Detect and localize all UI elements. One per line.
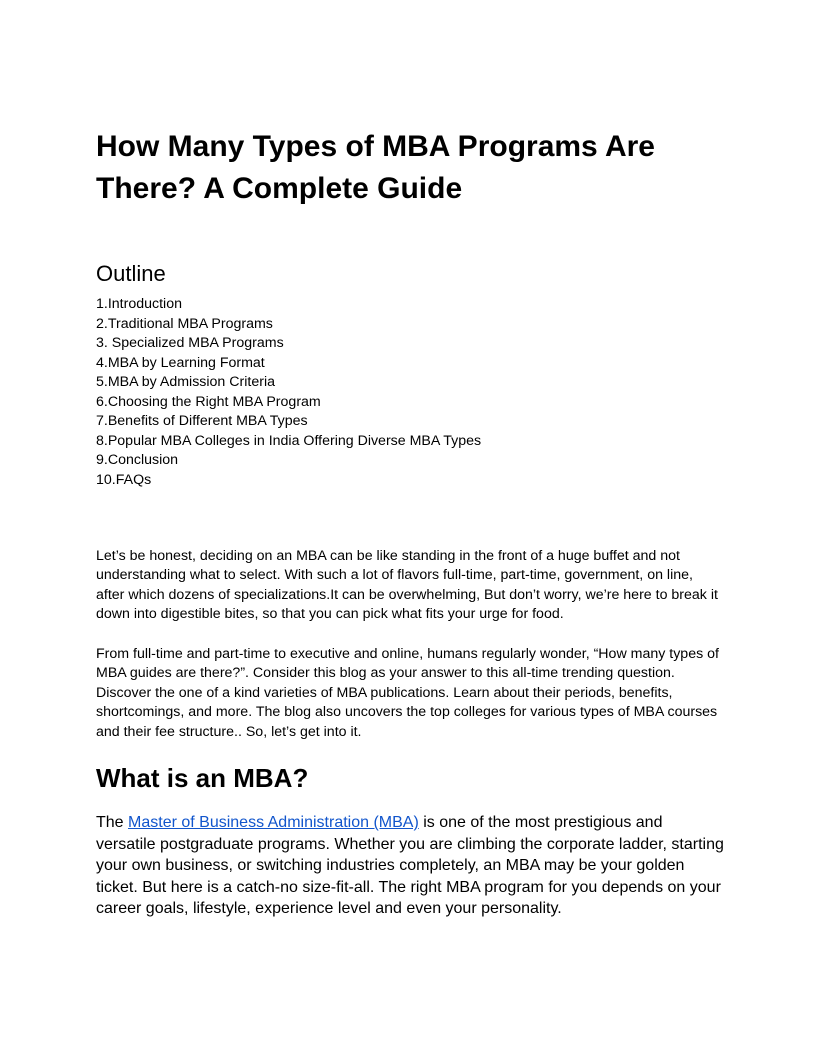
section-heading: What is an MBA? [96, 763, 309, 793]
outline-item: 1.Introduction [96, 296, 182, 312]
outline-item: 8.Popular MBA Colleges in India Offering Diverse MBA Types [96, 432, 482, 449]
outline-heading: Outline [96, 261, 166, 286]
outline-item: 9.Conclusion [96, 452, 179, 468]
outline-item: 3. Specialized MBA Programs [96, 335, 284, 351]
outline-item: 2.Traditional MBA Programs [96, 315, 273, 332]
outline-item: 5.MBA by Admission Criteria [96, 374, 275, 390]
document-title: How Many Types of MBA Programs Are There? A Complete Guide [96, 130, 655, 205]
outline-item: 7.Benefits of Different MBA Types [96, 413, 308, 429]
paragraph-body-text: is one of the most prestigious and versatile postgraduate programs. Whether you are climbing the corporate ladder, starting your own business, or switching industries completely, an MBA may be your golden ticket. But here is a catch-no size-fit-all. The right MBA program for you depends on your career goals, lifestyle, experience level and even your personality. [96, 814, 724, 917]
outline-list [96, 295, 481, 490]
mba-definition-paragraph [96, 812, 724, 920]
outline-item: 6.Choosing the Right MBA Program [96, 393, 321, 410]
outline-item: 4.MBA by Learning Format [96, 354, 265, 371]
intro-paragraph: From full-time and part-time to executive and online, humans regularly wonder, “How many types of MBA guides are there?”. Consider this blog as your answer to this all-time trending question. Discover the one of a kind varieties of MBA publications. Learn about their periods, benefits, shortcomings, and more. The blog also uncovers the top colleges for various types of MBA courses and their fee structure.. So, let’s get into it. [96, 646, 719, 740]
intro-paragraph: Let’s be honest, deciding on an MBA can be like standing in the front of a huge buffet and not understanding what to select. With such a lot of flavors full-time, part-time, government, on line, after which dozens of specializations.It can be overwhelming, But don’t worry, we’re here to break it down into digestible bites, so that you can pick what fits your urge for food. [96, 548, 718, 623]
outline-item: 10.FAQs [96, 471, 152, 488]
mba-link[interactable]: Master of Business Administration (MBA) [128, 814, 419, 831]
paragraph-lead-text: The [96, 814, 129, 831]
